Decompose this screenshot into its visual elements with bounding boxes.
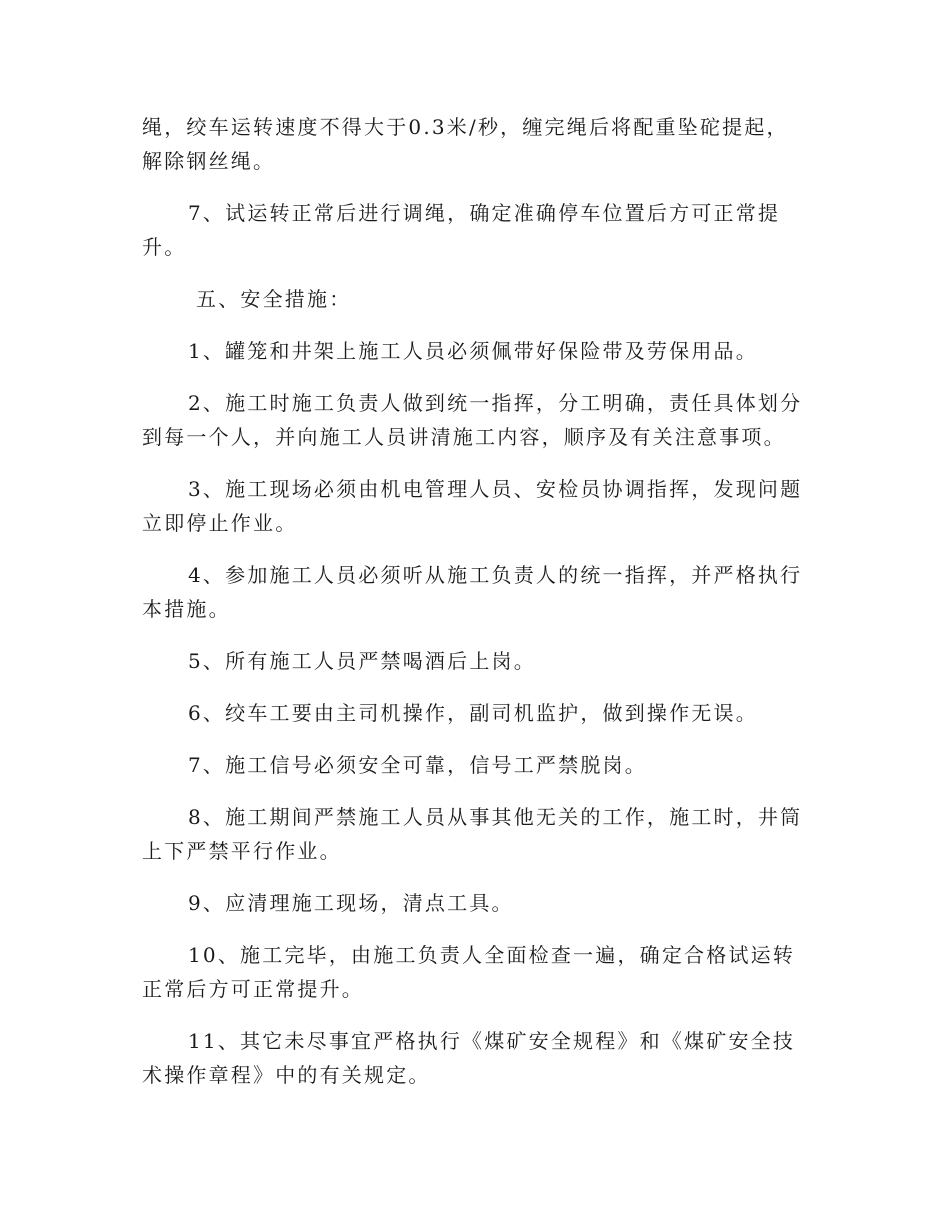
safety-item-10: 10、施工完毕，由施工负责人全面检查一遍，确定合格试运转正常后方可正常提升。 [142,943,796,1001]
safety-item-3: 3、施工现场必须由机电管理人员、安检员协调指挥，发现问题立即停止作业。 [142,477,803,535]
safety-item-2: 2、施工时施工负责人做到统一指挥，分工明确，责任具体划分到每一个人，并向施工人员讲清施工内容，顺序及有关注意事项。 [142,391,803,449]
safety-item-7: 7、施工信号必须安全可靠，信号工严禁脱岗。 [188,753,647,777]
safety-item-11: 11、其它未尽事宜严格执行《煤矿安全规程》和《煤矿安全技术操作章程》中的有关规定。 [142,1029,796,1087]
paragraph-step-7: 7、试运转正常后进行调绳，确定准确停车位置后方可正常提升。 [142,201,781,259]
safety-item-9: 9、应清理施工现场，清点工具。 [188,891,514,915]
safety-item-4: 4、参加施工人员必须听从施工负责人的统一指挥，并严格执行本措施。 [142,563,803,621]
document-body [142,110,808,1110]
safety-item-8: 8、施工期间严禁施工人员从事其他无关的工作，施工时，井筒上下严禁平行作业。 [142,805,803,863]
safety-item-5: 5、所有施工人员严禁喝酒后上岗。 [188,649,536,673]
safety-item-1: 1、罐笼和井架上施工人员必须佩带好保险带及劳保用品。 [188,339,758,363]
section-heading-safety-measures: 五、安全措施： [196,287,352,311]
paragraph-continuation: 绳，绞车运转速度不得大于0.3米/秒，缠完绳后将配重坠砣提起，解除钢丝绳。 [142,115,789,173]
safety-item-6: 6、绞车工要由主司机操作，副司机监护，做到操作无误。 [188,701,758,725]
